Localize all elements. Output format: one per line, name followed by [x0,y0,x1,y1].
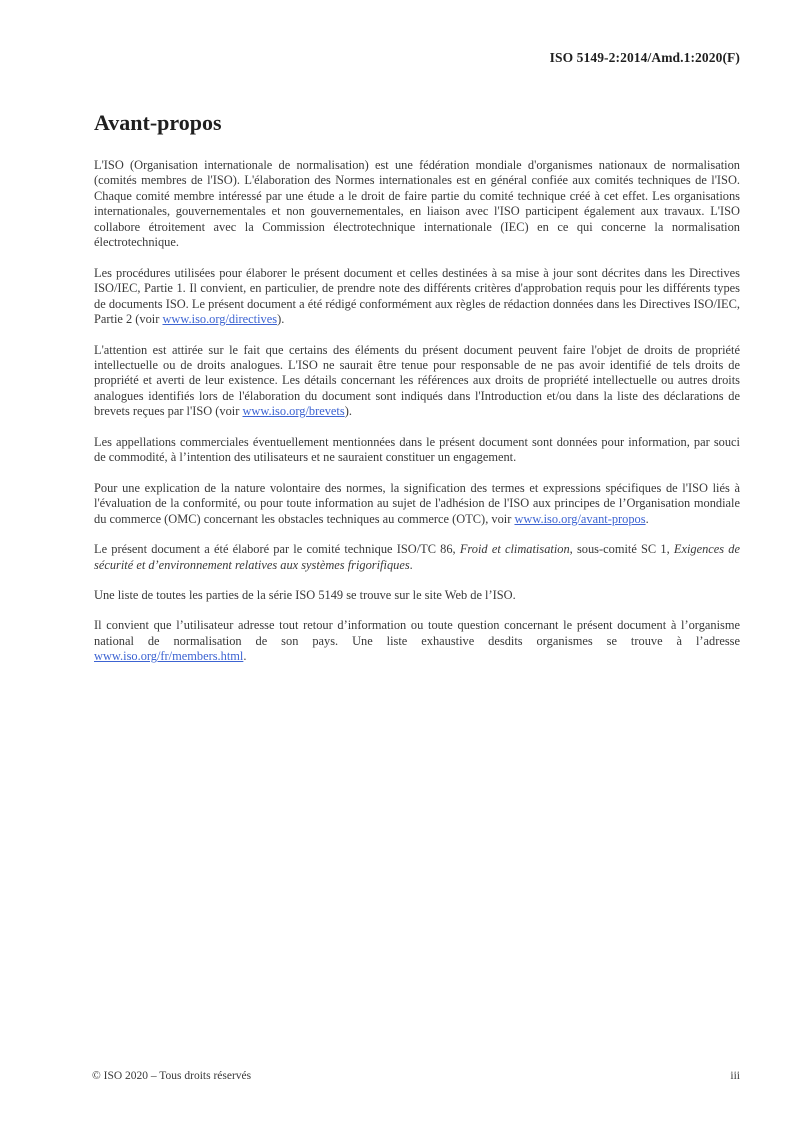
subcommittee-name-italic: Exigences de sécurité et d’environnement relatives aux systèmes frigorifiques [94,542,741,572]
link-iso-brevets[interactable]: www.iso.org/brevets [242,404,345,419]
paragraph-retour-information [94,618,740,664]
paragraph-propriete-intellectuelle [94,343,740,420]
link-iso-avant-propos[interactable]: www.iso.org/avant-propos [514,511,646,526]
paragraph-text: . [243,649,247,664]
paragraph-iso-intro [94,158,740,251]
paragraph-liste-parties [94,588,740,603]
link-iso-directives[interactable]: www.iso.org/directives [162,312,278,327]
paragraph-text: . [409,557,413,572]
paragraph-text: Il convient que l’utilisateur adresse tout retour d’information ou toute question concernant le présent document à l’organisme national de normalisation de son pays. Une liste exhaustive desdits organismes se trouve à l’adresse [94,618,740,648]
paragraph-appellations [94,435,740,466]
paragraph-text: Pour une explication de la nature volontaire des normes, la signification des termes et expressions spécifiques de l'ISO liés à l'évaluation de la conformité, ou pour toute information au sujet de l'adhésion de l'ISO aux principes de l’Organisation mondiale du commerce (OMC) concernant les obstacles techniques au commerce (OTC), voir [94,480,740,526]
link-iso-members[interactable]: www.iso.org/fr/members.html [94,649,244,664]
page-title: Avant-propos [94,110,222,135]
paragraph-text: Les appellations commerciales éventuellement mentionnées dans le présent document sont données pour information, par souci de commodité, à l’intention des utilisateurs et ne sauraient constituer un engagement. [94,434,740,465]
page-number: iii [730,1070,740,1082]
page-footer [92,1070,740,1082]
paragraph-text: L'attention est attirée sur le fait que certains des éléments du présent document peuvent faire l'objet de droits de propriété intellectuelle ou de droits analogues. L'ISO ne saurait être tenue pour responsable de ne pas avoir identifié de tels droits de propriété et averti de leur existence. Les détails concernant les références aux droits de propriété intellectuelle ou autres droits analogues identifiés lors de l'élaboration du document sont indiqués dans l'Introduction et/ou dans la liste des déclarations de brevets reçues par l'ISO (voir [94,342,740,419]
paragraph-procedures [94,266,740,328]
paragraph-text: ). [344,404,352,419]
paragraph-nature-volontaire [94,481,740,527]
paragraph-comite-technique [94,542,740,573]
paragraph-text: Les procédures utilisées pour élaborer le présent document et celles destinées à sa mise à jour sont décrites dans les Directives ISO/IEC, Partie 1. Il convient, en particulier, de prendre note des différents critères d'approbation requis pour les différents types de documents ISO. Le présent document a été rédigé conformément aux règles de rédaction données dans les Directives ISO/IEC, Partie 2 (voir [94,265,740,327]
copyright-notice: © ISO 2020 – Tous droits réservés [92,1070,252,1082]
paragraph-text: Le présent document a été élaboré par le comité technique ISO/TC 86, [94,542,460,557]
committee-name-italic: Froid et climatisation [459,542,570,557]
paragraph-text: Une liste de toutes les parties de la série ISO 5149 se trouve sur le site Web de l’ISO. [94,587,516,602]
paragraph-text: L'ISO (Organisation internationale de normalisation) est une fédération mondiale d'organismes nationaux de normalisation (comités membres de l'ISO). L'élaboration des Normes internationales est en général confiée aux comités techniques de l'ISO. Chaque comité membre intéressé par une étude a le droit de faire partie du comité technique créé à cet effet. Les organisations internationales, gouvernementales et non gouvernementales, en liaison avec l'ISO participent également aux travaux. L'ISO collabore étroitement avec la Commission électrotechnique internationale (IEC) en ce qui concerne la normalisation électrotechnique. [94,158,740,250]
document-body [94,110,740,680]
paragraph-text: , sous-comité SC 1, [569,542,674,557]
page-header [550,50,740,66]
paragraph-text: . [645,511,649,526]
document-reference: ISO 5149-2:2014/Amd.1:2020(F) [549,50,740,65]
paragraph-text: ). [277,312,285,327]
